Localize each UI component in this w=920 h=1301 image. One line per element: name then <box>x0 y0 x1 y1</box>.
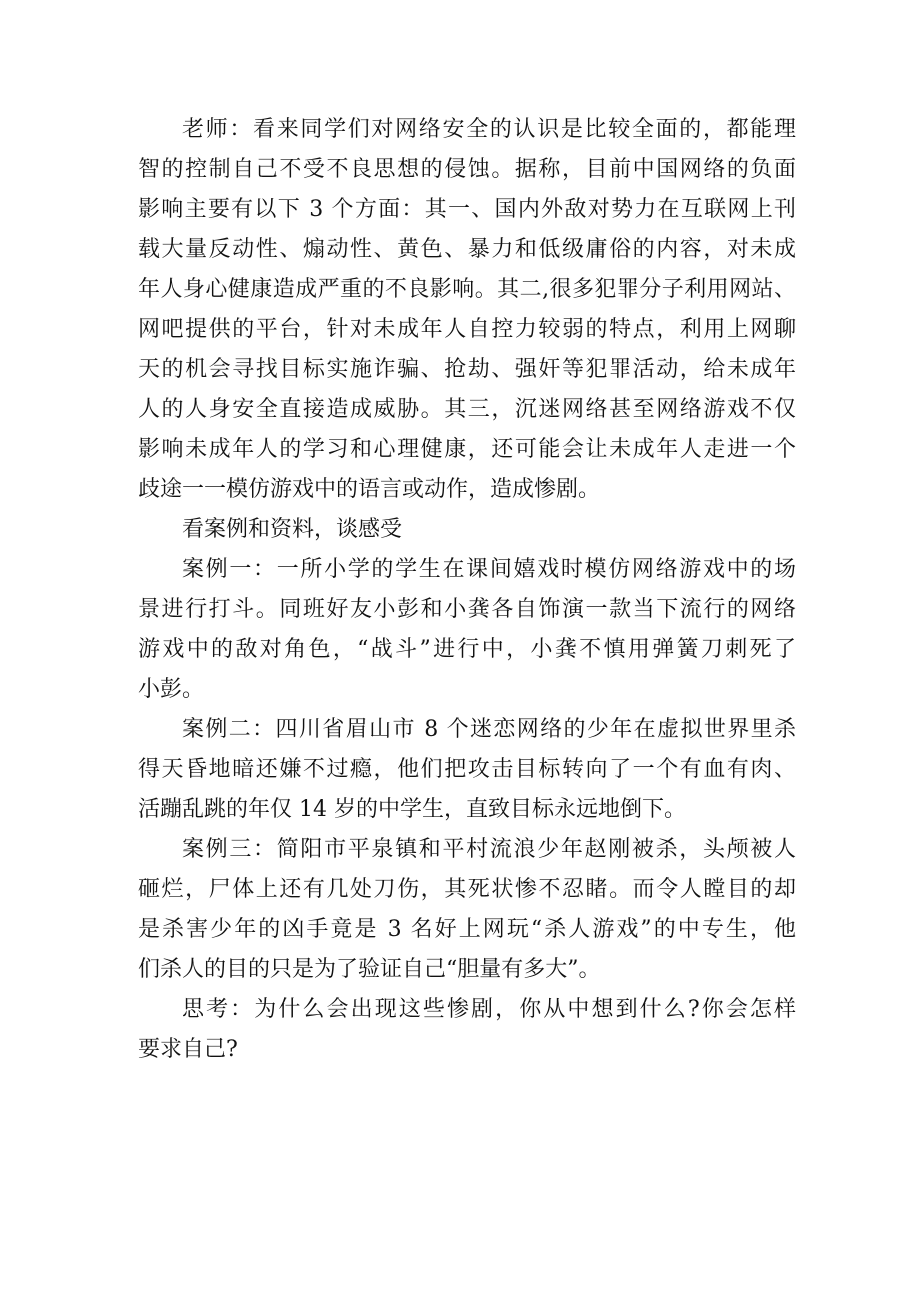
text-line: 游戏中的敌对角色，“战斗”进行中，小龚不慎用弹簧刀刺死了 <box>138 637 796 662</box>
text-line: 思考：为什么会出现这些惨剧，你从中想到什么?你会怎样 <box>182 997 796 1022</box>
text-line: 要求自己? <box>138 1037 238 1062</box>
case-two-paragraph <box>138 710 796 830</box>
text-line: 得天昏地暗还嫌不过瘾，他们把攻击目标转向了一个有血有肉、 <box>138 757 796 782</box>
text-line: 景进行打斗。同班好友小彭和小龚各自饰演一款当下流行的网络 <box>138 597 796 622</box>
text-line: 小彭。 <box>138 677 205 702</box>
text-line: 年人身心健康造成严重的不良影响。其二,很多犯罪分子利用网站、 <box>138 277 796 302</box>
text-line: 天的机会寻找目标实施诈骗、抢劫、强奸等犯罪活动，给未成年 <box>138 357 796 382</box>
text-line: 歧途一一模仿游戏中的语言或动作，造成惨剧。 <box>138 477 601 502</box>
text-line: 案例三：简阳市平泉镇和平村流浪少年赵刚被杀，头颅被人 <box>182 837 796 862</box>
text-line: 人的人身安全直接造成威胁。其三，沉迷网络甚至网络游戏不仅 <box>138 397 796 422</box>
text-line: 案例一：一所小学的学生在课间嬉戏时模仿网络游戏中的场 <box>182 557 796 582</box>
text-line: 老师：看来同学们对网络安全的认识是比较全面的，都能理 <box>182 117 796 142</box>
text-line: 活蹦乱跳的年仅 14 岁的中学生，直致目标永远地倒下。 <box>138 797 686 822</box>
text-line: 智的控制自己不受不良思想的侵蚀。据称，目前中国网络的负面 <box>138 157 796 182</box>
section-heading: 看案例和资料，谈感受 <box>182 517 403 542</box>
case-three-paragraph <box>138 830 796 990</box>
thinking-paragraph <box>138 990 796 1070</box>
text-line: 影响未成年人的学习和心理健康，还可能会让未成年人走进一个 <box>138 437 796 462</box>
text-line: 们杀人的目的只是为了验证自己“胆量有多大”。 <box>138 957 601 982</box>
document-body <box>138 110 796 1070</box>
case-one-paragraph <box>138 550 796 710</box>
text-line: 是杀害少年的凶手竟是 3 名好上网玩“杀人游戏”的中专生，他 <box>138 917 796 942</box>
text-line: 影响主要有以下 3 个方面：其一、国内外敌对势力在互联网上刊 <box>138 197 796 222</box>
text-line: 网吧提供的平台，针对未成年人自控力较弱的特点，利用上网聊 <box>138 317 796 342</box>
teacher-paragraph <box>138 110 796 510</box>
text-line: 载大量反动性、煽动性、黄色、暴力和低级庸俗的内容，对未成 <box>138 237 796 262</box>
text-line: 案例二：四川省眉山市 8 个迷恋网络的少年在虚拟世界里杀 <box>182 717 796 742</box>
text-line: 砸烂，尸体上还有几处刀伤，其死状惨不忍睹。而令人瞠目的却 <box>138 877 796 902</box>
